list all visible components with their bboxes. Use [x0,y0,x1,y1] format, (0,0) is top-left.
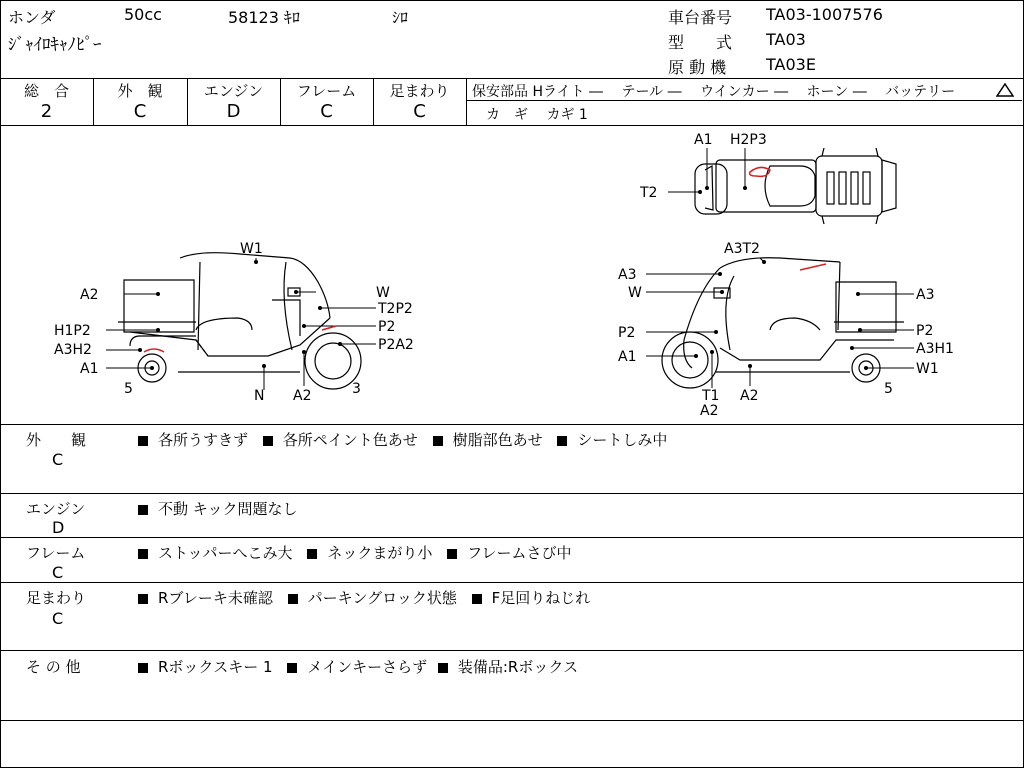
label-a3t2-right: A3T2 [724,241,760,257]
section-items [138,429,667,450]
label-a3h1-right: A3H1 [916,341,954,357]
divider [0,650,1024,651]
model-type-label: 型 式 [668,33,733,52]
label-a3-right: A3 [618,267,637,283]
label-w-left: W [376,285,390,301]
list-item: ストッパーへこみ大 [158,544,293,562]
engine-type-value: TA03E [766,55,816,74]
label-3-left: 3 [352,381,361,397]
bullet-square-icon [138,505,148,515]
list-item: Rボックスキー 1 [158,658,273,676]
label-a2-left: A2 [80,287,99,303]
maker: ホンダ [8,8,56,27]
engine-type-label: 原 動 機 [668,58,727,77]
label-p2-right: P2 [618,325,636,341]
bullet-square-icon [438,663,448,673]
color: ｼﾛ [392,8,409,27]
left-side-scooter [118,253,361,389]
section-grade: C [52,563,64,582]
grade-value: 2 [40,101,53,122]
list-item: 装備品:Rボックス [457,658,579,676]
frame-number-label: 車台番号 [668,8,733,27]
bullet-square-icon [263,436,273,446]
bullet-square-icon [138,594,148,604]
divider [0,720,1024,721]
list-item: 不動 キック問題なし [158,500,298,518]
bullet-square-icon [307,549,317,559]
divider [0,537,1024,538]
grade-label: 総 合 [23,82,69,100]
list-item: パーキングロック状態 [307,589,457,607]
label-a3h2-left: A3H2 [54,342,92,358]
label-t2-top: T2 [640,185,658,201]
section-grade: D [52,518,65,537]
model-name: ｼﾞｬｲﾛｷｬﾉﾋﾟｰ [8,35,102,55]
grade-label: フレーム [296,82,357,100]
mileage: 58123 ｷﾛ [228,8,300,27]
label-a2b-right: A2 [740,388,759,404]
list-item: F足回りねじれ [491,589,591,607]
label-p2a2-left: P2A2 [378,337,414,353]
label-a3b-right: A3 [916,287,935,303]
triangle-icon [996,83,1014,97]
label-h2p3-top: H2P3 [730,132,767,148]
list-item: メインキーさらず [307,658,428,676]
section-items [138,587,590,608]
section-items [138,498,297,519]
divider [0,582,1024,583]
safety-parts-row: 保安部品 Hライト ― テール ― ウインカー ― ホーン ― バッテリー [472,84,956,100]
top-view-scooter [695,148,896,224]
divider [466,78,467,125]
label-n-left: N [254,388,265,404]
label-w-right: W [628,285,642,301]
bullet-square-icon [447,549,457,559]
list-item: シートしみ中 [577,431,668,449]
label-t1-right: T1 [702,388,720,404]
grade-label: 足まわり [389,82,450,100]
section-title: フレーム [26,544,86,562]
key-row: カ ギ カギ 1 [486,107,588,123]
section-title: 足まわり [26,589,87,607]
frame-number-value: TA03-1007576 [766,5,883,24]
list-item: ネックまがり小 [327,544,433,562]
list-item: 各所うすきず [158,431,249,449]
label-w1-right: W1 [916,361,939,377]
section-title: そ の 他 [26,658,81,676]
grade-label: 外 観 [117,82,163,100]
displacement: 50cc [124,5,162,24]
label-t2p2-left: T2P2 [378,301,413,317]
divider [0,424,1024,425]
label-a1-left: A1 [80,361,99,377]
grade-label: エンジン [203,82,264,100]
label-a2b-left: A2 [293,388,312,404]
section-items [138,656,578,677]
label-w1-left: W1 [240,241,263,257]
bullet-square-icon [138,549,148,559]
bullet-square-icon [472,594,482,604]
grade-value: D [226,101,241,122]
label-p2b-right: P2 [916,323,934,339]
grade-value: C [320,101,333,122]
list-item: 各所ペイント色あせ [282,431,418,449]
damage-diagram [0,126,1022,424]
bullet-square-icon [287,663,297,673]
label-h1p2-left: H1P2 [54,323,91,339]
bullet-square-icon [288,594,298,604]
section-items [138,542,572,563]
label-p2-left: P2 [378,319,396,335]
section-title: 外 観 [26,431,87,449]
label-5-right: 5 [884,381,893,397]
section-grade: C [52,450,64,469]
grade-value: C [413,101,426,122]
diagram-labels [54,132,954,419]
label-a2-right: A2 [700,403,719,419]
label-a1-right: A1 [618,349,637,365]
label-5-left: 5 [124,381,133,397]
label-a1-top: A1 [694,132,713,148]
model-type-value: TA03 [766,30,806,49]
list-item: Rブレーキ未確認 [158,589,273,607]
section-grade: C [52,609,64,628]
section-title: エンジン [26,500,86,518]
bullet-square-icon [433,436,443,446]
bullet-square-icon [138,436,148,446]
divider [0,493,1024,494]
bullet-square-icon [138,663,148,673]
damage-marks [144,167,826,352]
divider [0,78,1024,79]
bullet-square-icon [557,436,567,446]
list-item: 樹脂部色あせ [452,431,543,449]
list-item: フレームさび中 [467,544,572,562]
grade-value: C [133,101,147,122]
